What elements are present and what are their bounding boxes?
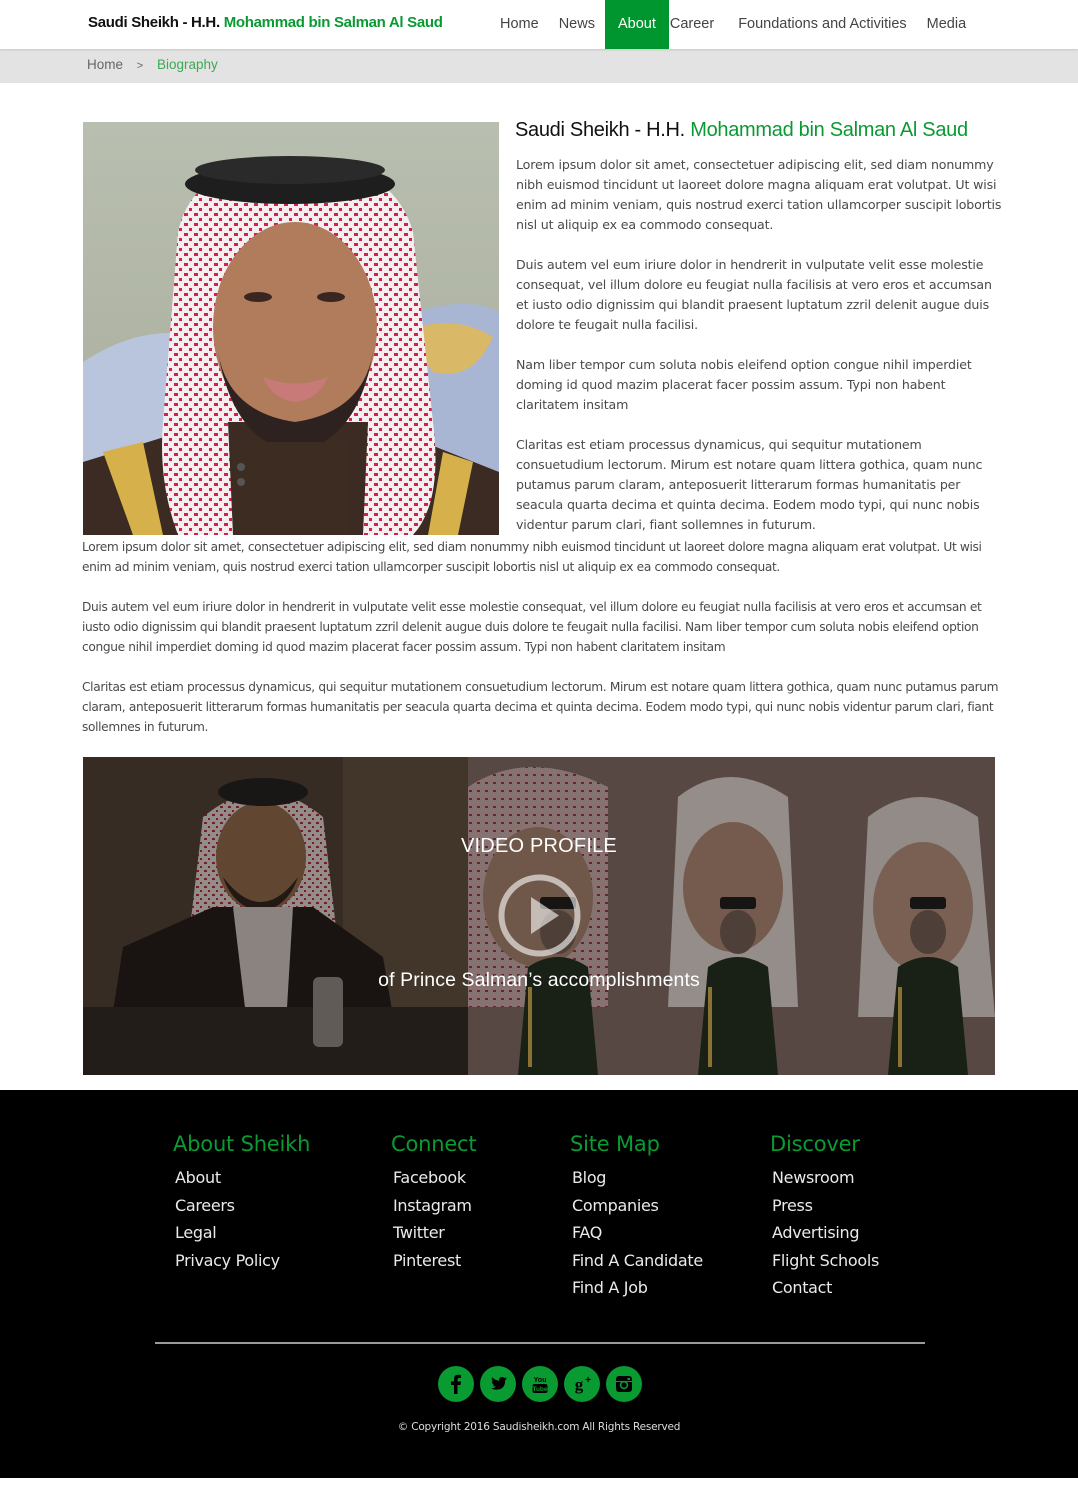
svg-text:+: + [585,1375,591,1386]
site-logo[interactable] [88,14,443,31]
svg-text:You: You [533,1377,547,1384]
breadcrumb-separator: > [136,60,144,72]
bio-paragraph: Duis autem vel eum iriure dolor in hendrerit in vulputate velit esse molestie consequat, vel illum dolore eu feugiat nulla facilisis at vero eros et accumsan et iusto odio dignissim qui blandit praesent luptatum zzril delenit augue duis dolore te feugait nulla facilisi. Nam liber tempor cum soluta nobis eleifend option congue nihil imperdiet doming id quod mazim placerat facer possim assum. Typi non habent claritatem insitam [82,600,982,654]
footer-link-privacy-policy[interactable]: Privacy Policy [175,1250,280,1270]
biography-details [80,523,998,737]
footer-link-pinterest[interactable]: Pinterest [393,1250,461,1270]
biography-summary [515,119,1005,555]
nav-item-home[interactable]: Home [500,16,539,32]
bio-paragraph: Lorem ipsum dolor sit amet, consectetuer adipiscing elit, sed diam nonummy nibh euismod tincidunt ut laoreet dolore magna aliquam erat volutpat. Ut wisi enim ad minim veniam, quis nostrud exerci tation ullamcorper suscipit lobortis nisl ut aliquip ex ea commodo consequat. [82,540,982,574]
logo-name: Mohammad bin Salman Al Saud [223,14,443,31]
bio-paragraph: Claritas est etiam processus dynamicus, qui sequitur mutationem consuetudium lectorum. Mirum est notare quam littera gothica, quam nunc putamus parum claram, anteposuerit litterarum formas humanitatis per seacula quarta decima et quinta decima. Eodem modo typi, qui nunc nobis videntur parum clari, fiant sollemnes in futurum. [82,680,999,734]
footer-link-contact[interactable]: Contact [772,1278,833,1297]
nav-item-media[interactable]: Media [926,16,967,32]
video-profile[interactable] [83,757,995,1075]
footer-heading: Connect [391,1132,477,1156]
site-footer [0,1090,1078,1478]
footer-link-companies[interactable]: Companies [572,1195,659,1215]
video-subtitle: of Prince Salman’s accomplishments [378,969,700,991]
footer-link-instagram[interactable]: Instagram [393,1195,472,1215]
bio-paragraph: Duis autem vel eum iriure dolor in hendrerit in vulputate velit esse molestie consequat, vel illum dolore eu feugiat nulla facilisis at vero eros et accumsan et iusto odio dignissim qui blandit praesent luptatum zzril delenit augue duis dolore te feugait nulla facilisi. [516,257,992,332]
biography-intro [80,83,1002,532]
footer-link-blog[interactable]: Blog [572,1168,607,1187]
footer-heading: Discover [770,1132,860,1156]
svg-text:Tube: Tube [532,1386,548,1393]
footer-column-connect [391,1132,476,1274]
footer-column-about [173,1132,310,1274]
nav-item-news[interactable]: News [558,16,595,32]
main-nav [490,0,976,49]
bio-paragraph: Claritas est etiam processus dynamicus, qui sequitur mutationem consuetudium lectorum. Mirum est notare quam littera gothica, quam nunc putamus parum claram, anteposuerit litterarum formas humanitatis per seacula quarta decima et quinta decima. Eodem modo typi, qui nunc nobis videntur parum clari, fiant sollemnes in futurum. [516,437,983,532]
nav-item-foundations[interactable]: Foundations and Activities [738,16,907,32]
footer-link-flight-schools[interactable]: Flight Schools [772,1250,880,1270]
bio-paragraph: Lorem ipsum dolor sit amet, consectetuer adipiscing elit, sed diam nonummy nibh euismod tincidunt ut laoreet dolore magna aliquam erat volutpat. Ut wisi enim ad minim veniam, quis nostrud exerci tation ullamcorper suscipit lobortis nisl ut aliquip ex ea commodo consequat. [516,157,1002,232]
logo-prefix: Saudi Sheikh - H.H. [88,14,220,31]
svg-text:g: g [574,1375,584,1394]
footer-column-site-map [570,1132,703,1302]
play-circle-icon[interactable] [497,873,582,958]
footer-link-find-job[interactable]: Find A Job [572,1278,648,1297]
footer-heading: About Sheikh [173,1132,311,1156]
breadcrumb-current: Biography [156,57,218,72]
footer-link-twitter[interactable]: Twitter [393,1223,445,1242]
google-plus-icon[interactable] [564,1366,600,1402]
social-links [438,1366,642,1402]
footer-link-advertising[interactable]: Advertising [772,1223,860,1242]
main-content [0,83,1078,1075]
nav-item-about[interactable]: About [605,0,669,49]
footer-link-about[interactable]: About [175,1168,221,1187]
title-name: Mohammad bin Salman Al Saud [690,119,968,141]
footer-link-find-candidate[interactable]: Find A Candidate [572,1250,703,1270]
footer-link-careers[interactable]: Careers [175,1195,235,1215]
title-prefix: Saudi Sheikh - H.H. [515,119,685,141]
nav-item-career[interactable]: Career [669,16,715,32]
bio-paragraph: Nam liber tempor cum soluta nobis eleifend option congue nihil imperdiet doming id quod mazim placerat facer possim assum. Typi non habent claritatem insitam [516,357,972,412]
biography-title [515,119,1005,142]
copyright-text: © Copyright 2016 Saudisheikh.com All Rights Reserved [397,1421,681,1433]
twitter-icon[interactable] [480,1366,516,1402]
video-title: VIDEO PROFILE [461,835,617,857]
breadcrumb-home[interactable]: Home [87,57,124,72]
facebook-icon[interactable] [438,1366,474,1402]
footer-link-legal[interactable]: Legal [175,1223,217,1242]
youtube-icon[interactable] [522,1366,558,1402]
instagram-icon[interactable] [606,1366,642,1402]
footer-link-faq[interactable]: FAQ [572,1223,603,1242]
footer-heading: Site Map [570,1132,660,1156]
site-header [0,0,1078,49]
footer-link-facebook[interactable]: Facebook [393,1168,466,1187]
footer-link-press[interactable]: Press [772,1195,813,1215]
footer-column-discover [770,1132,879,1302]
footer-divider [155,1342,925,1344]
portrait-image [83,122,499,535]
breadcrumb [0,49,1078,83]
footer-link-newsroom[interactable]: Newsroom [772,1168,855,1187]
portrait-illustration [83,122,499,535]
